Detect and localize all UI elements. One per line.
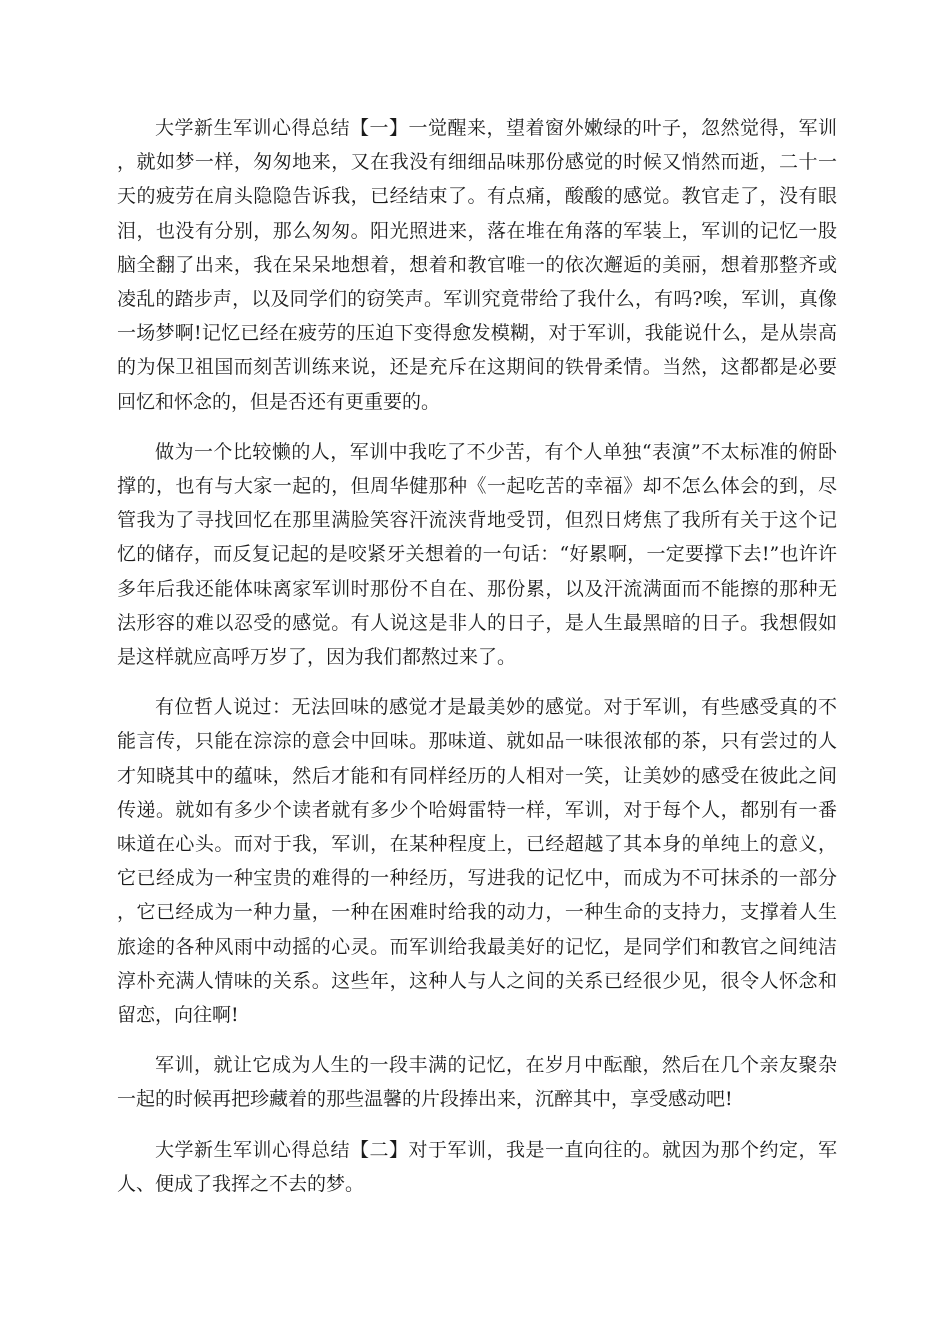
paragraph-2: 做为一个比较懒的人，军训中我吃了不少苦，有个人单独“表演”不太标准的俯卧撑的，也有与大家一起的，但周华健那种《一起吃苦的幸福》却不怎么体会的到，尽管我为了寻找回忆在那里满脸笑容汗流浃背地受罚，但烈日烤焦了我所有关于这个记忆的储存，而反复记起的是咬紧牙关想着的一句话：“好累啊，一定要撑下去!”也许许多年后我还能体味离家军训时那份不自在、那份累，以及汗流满面而不能擦的那种无法形容的难以忍受的感觉。有人说这是非人的日子，是人生最黑暗的日子。我想假如是这样就应高呼万岁了，因为我们都熬过来了。: [117, 440, 837, 669]
paragraph-5: 大学新生军训心得总结【二】对于军训，我是一直向往的。就因为那个约定，军人、便成了我挥之不去的梦。: [117, 1138, 837, 1195]
paragraph-4: 军训，就让它成为人生的一段丰满的记忆，在岁月中酝酿，然后在几个亲友聚杂一起的时候再把珍藏着的那些温馨的片段捧出来，沉醉其中，享受感动吧!: [117, 1054, 837, 1111]
paragraph-3: 有位哲人说过：无法回味的感觉才是最美妙的感觉。对于军训，有些感受真的不能言传，只能在淙淙的意会中回味。那味道、就如品一味很浓郁的茶，只有尝过的人才知晓其中的蕴味，然后才能和有同样经历的人相对一笑，让美妙的感受在彼此之间传递。就如有多少个读者就有多少个哈姆雷特一样，军训，对于每个人，都别有一番味道在心头。而对于我，军训，在某种程度上，已经超越了其本身的单纯上的意义，它已经成为一种宝贵的难得的一种经历，写进我的记忆中，而成为不可抹杀的一部分，它已经成为一种力量，一种在困难时给我的动力，一种生命的支持力，支撑着人生旅途的各种风雨中动摇的心灵。而军训给我最美好的记忆，是同学们和教官之间纯洁淳朴充满人情味的关系。这些年，这种人与人之间的关系已经很少见，很令人怀念和留恋，向往啊!: [117, 696, 837, 1027]
paragraph-1: 大学新生军训心得总结【一】一觉醒来，望着窗外嫩绿的叶子，忽然觉得，军训，就如梦一样，匆匆地来，又在我没有细细品味那份感觉的时候又悄然而逝，二十一天的疲劳在肩头隐隐告诉我，已经结束了。有点痛，酸酸的感觉。教官走了，没有眼泪，也没有分别，那么匆匆。阳光照进来，落在堆在角落的军装上，军训的记忆一股脑全翻了出来，我在呆呆地想着，想着和教官唯一的依次邂逅的美丽，想着那整齐或凌乱的踏步声，以及同学们的窃笑声。军训究竟带给了我什么，有吗?唉，军训，真像一场梦啊!记忆已经在疲劳的压迫下变得愈发模糊，对于军训，我能说什么，是从崇高的为保卫祖国而刻苦训练来说，还是充斥在这期间的铁骨柔情。当然，这都都是必要回忆和怀念的，但是否还有更重要的。: [117, 117, 837, 413]
document-body: [117, 111, 837, 1201]
